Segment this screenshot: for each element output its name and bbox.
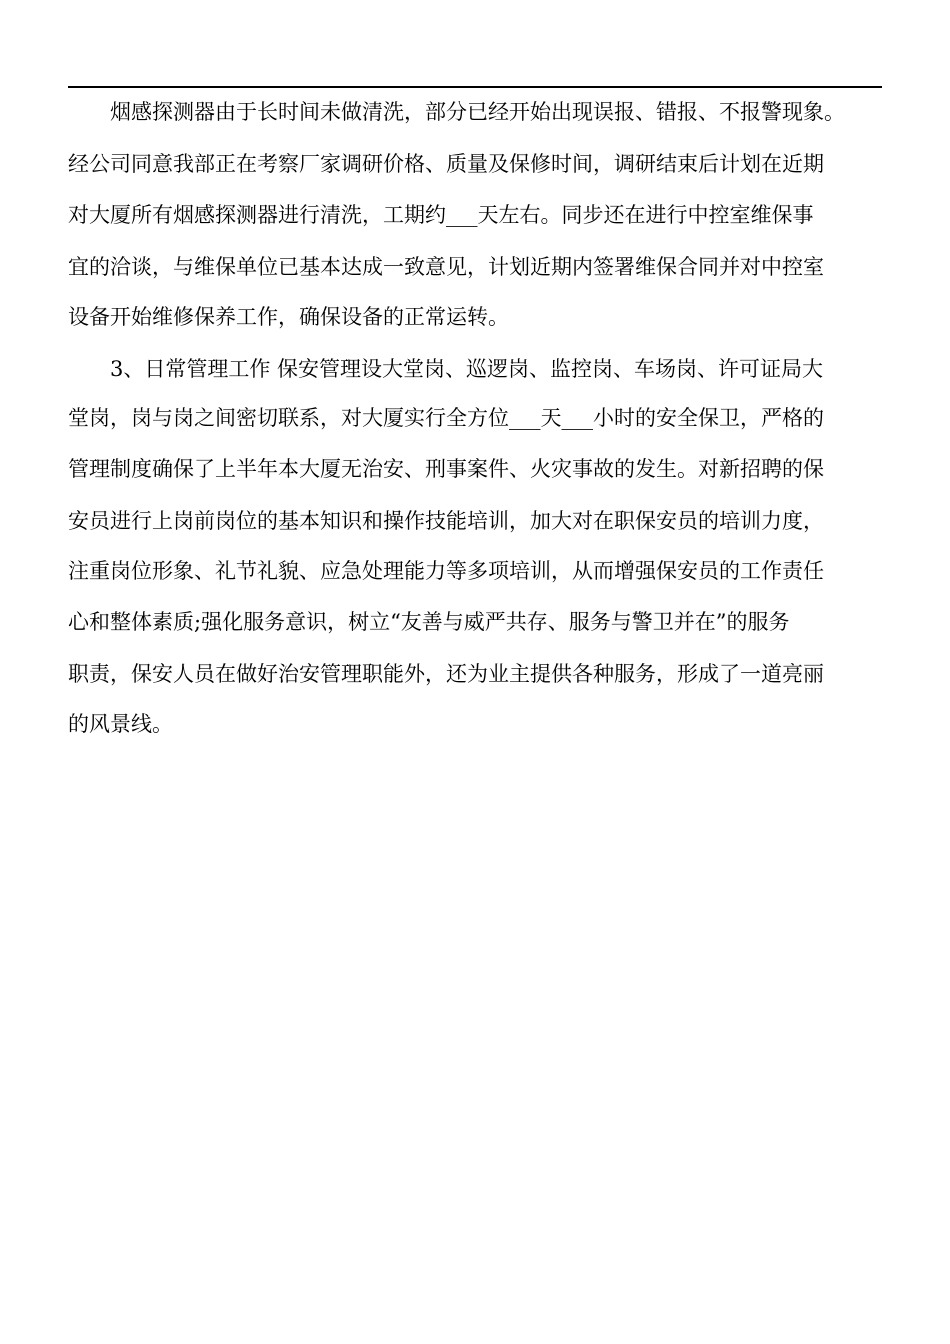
paragraph-line: 对大厦所有烟感探测器进行清洗，工期约___天左右。同步还在进行中控室维保事	[68, 203, 814, 227]
paragraph-line: 的风景线。	[68, 712, 173, 736]
paragraph-line: 管理制度确保了上半年本大厦无治安、刑事案件、火灾事故的发生。对新招聘的保	[68, 457, 824, 481]
paragraph-line: 职责，保安人员在做好治安管理职能外，还为业主提供各种服务，形成了一道亮丽	[68, 662, 824, 686]
paragraph-line: 注重岗位形象、礼节礼貌、应急处理能力等多项培训，从而增强保安员的工作责任	[68, 559, 824, 583]
paragraph-line: 宜的洽谈，与维保单位已基本达成一致意见，计划近期内签署维保合同并对中控室	[68, 255, 824, 279]
paragraph-line: 心和整体素质;强化服务意识，树立“友善与威严共存、服务与警卫并在”的服务	[68, 610, 790, 634]
paragraph-line: 设备开始维修保养工作，确保设备的正常运转。	[68, 305, 509, 329]
paragraph-line: 经公司同意我部正在考察厂家调研价格、质量及保修时间，调研结束后计划在近期	[68, 152, 824, 176]
paragraph-line: 安员进行上岗前岗位的基本知识和操作技能培训，加大对在职保安员的培训力度，	[68, 509, 824, 533]
header-rule	[68, 86, 882, 88]
paragraph-line: 烟感探测器由于长时间未做清洗，部分已经开始出现误报、错报、不报警现象。	[110, 100, 845, 124]
paragraph-line: 堂岗，岗与岗之间密切联系，对大厦实行全方位___天___小时的安全保卫，严格的	[68, 406, 824, 430]
paragraph-line: 3、日常管理工作 保安管理设大堂岗、巡逻岗、监控岗、车场岗、许可证局大	[110, 357, 824, 381]
